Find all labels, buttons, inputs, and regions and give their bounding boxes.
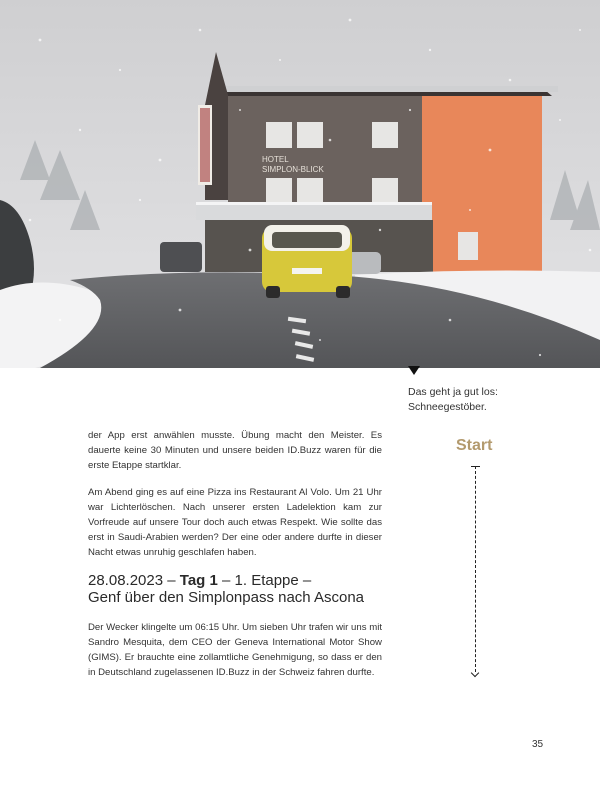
caption-line-1: Das geht ja gut los: [408,386,498,398]
paragraph-3: Der Wecker klingelte um 06:15 Uhr. Um sieben Uhr trafen wir uns mit Sandro Mesquita, dem CEO der Geneva International Motor Show (GIMS). Er brauchte eine zollamtliche Genehmigung, so dass er den in Deutschland zugelassenen ID.Buzz in der Schweiz fahren durfte. [88,622,382,678]
page-number: 35 [532,739,544,750]
heading-day: Tag 1 [179,572,218,589]
hotel-sign-line-2: SIMPLON-BLICK [262,165,324,174]
route-dashed-line [475,466,476,672]
heading-date: 28.08.2023 – [88,572,180,589]
hotel-snow-photo [0,0,600,368]
caption-line-2: Schneegestöber. [408,401,487,413]
route-arrow-down-icon [471,669,479,677]
section-heading [88,572,382,606]
heading-stage: – 1. Etappe – [217,572,312,589]
main-text-column [88,428,382,692]
caption-pointer-icon [408,366,420,375]
photo-caption [408,385,568,415]
van-graphic [262,225,352,298]
paragraph-1: der App erst anwählen musste. Übung macht den Meister. Es dauerte keine 30 Minuten und unsere beiden ID.Buzz waren für die erste Etappe startklar. [88,430,382,471]
paragraph-2: Am Abend ging es auf eine Pizza ins Restaurant Al Volo. Um 21 Uhr war Lichterlöschen. Nach unserer ersten Ladelektion kam zur Vorfreude auf unsere Tour doch auch etwas Respekt. Wie sollte das erst in Saudi-Arabien werden? Der eine oder andere durfte in dieser Nacht etwas unruhig geschlafen haben. [88,487,382,558]
start-label: Start [456,437,493,454]
hotel-sign-line-1: HOTEL [262,155,289,164]
heading-route: Genf über den Simplonpass nach Ascona [88,589,365,606]
